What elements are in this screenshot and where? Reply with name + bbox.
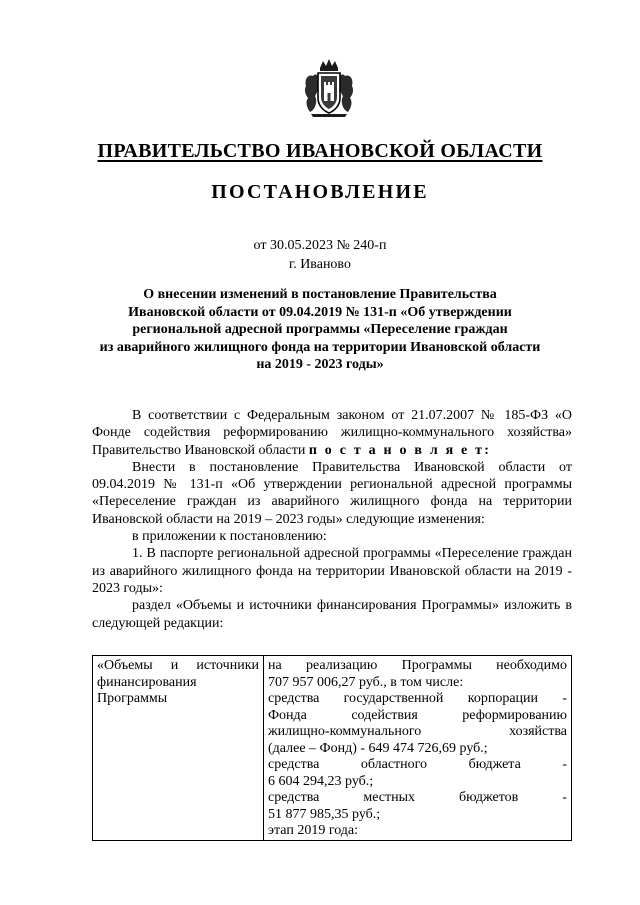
title-line: Ивановской области от 09.04.2019 № 131-п «Об утверждении: [128, 304, 512, 320]
title-line: из аварийного жилищного фонда на территории Ивановской области: [99, 339, 541, 355]
financing-line: жилищно-коммунального хозяйства: [268, 724, 567, 739]
financing-label: «Объемы и источники финансирования Программы: [97, 658, 259, 706]
financing-table: [92, 655, 572, 841]
financing-line: на реализацию Программы необходимо: [268, 658, 567, 673]
preamble-text: В соответствии с Федеральным законом от 21.07.2007 № 185-ФЗ «О Фонде содействия реформированию жилищно-коммунального хозяйства» Правительство Ивановской области: [92, 408, 572, 458]
title-line: на 2019 - 2023 годы»: [256, 357, 384, 372]
financing-line: этап 2019 года:: [268, 823, 359, 838]
date-number: от 30.05.2023 № 240-п: [253, 238, 387, 253]
resolves-word: п о с т а н о в л я е т:: [308, 442, 492, 458]
preamble-paragraph: [92, 407, 572, 459]
financing-line: средства государственной корпорации -: [268, 691, 567, 706]
financing-line: 707 957 006,27 руб., в том числе:: [268, 674, 464, 690]
financing-line: 51 877 985,35 руб.;: [268, 806, 381, 822]
document-type: ПОСТАНОВЛЕНИЕ: [211, 181, 429, 203]
financing-line: Фонда содействия реформированию: [268, 707, 567, 723]
appendix-paragraph: в приложении к постановлению:: [132, 529, 327, 545]
title-line: О внесении изменений в постановление Правительства: [143, 287, 497, 302]
table-row: [93, 656, 572, 841]
section-paragraph: раздел «Объемы и источники финансирования Программы» изложить в следующей редакции:: [92, 598, 572, 631]
amendment-paragraph: Внести в постановление Правительства Ивановской области от 09.04.2019 № 131-п «Об утверждении региональной адресной программы «Переселение граждан из аварийного жилищного фонда на территории Ивановской области на 2019 – 2023 годы» следующие изменения:: [92, 459, 572, 527]
document-body: [92, 407, 572, 632]
date-block: [0, 236, 640, 274]
financing-line: средства областного бюджета -: [268, 757, 567, 772]
government-name: ПРАВИТЕЛЬСТВО ИВАНОВСКОЙ ОБЛАСТИ: [97, 140, 543, 162]
coat-of-arms-icon: [303, 58, 355, 118]
financing-line: 6 604 294,23 руб.;: [268, 773, 374, 789]
table-cell-value: [264, 656, 572, 841]
title-line: региональной адресной программы «Переселение граждан: [132, 322, 508, 337]
document-title: [0, 286, 640, 374]
passport-paragraph: 1. В паспорте региональной адресной программы «Переселение граждан из аварийного жилищного фонда на территории Ивановской области на 2019 - 2023 годы»:: [92, 546, 572, 596]
table-cell-label: [93, 656, 264, 841]
financing-line: средства местных бюджетов -: [268, 790, 567, 805]
financing-line: (далее – Фонд) - 649 474 726,69 руб.;: [268, 740, 488, 756]
city: г. Иваново: [289, 257, 351, 272]
